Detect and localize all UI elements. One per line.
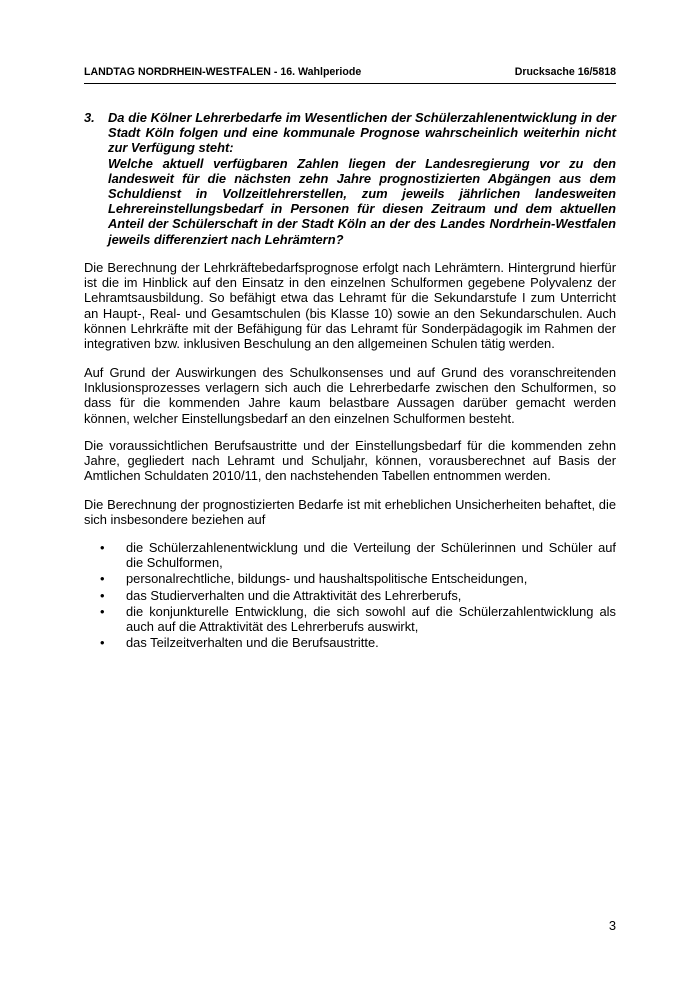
bullet-icon: • — [100, 587, 105, 603]
answer-paragraph-3: Die voraussichtlichen Berufsaustritte und der Einstellungsbedarf für die kommenden zehn Jahre, gegliedert nach Lehramt und Schuljahr, können, vorausberechnet auf Basis der Amtlichen Schuldaten 2010/11, den nachstehenden Tabellen entnommen werden. — [84, 438, 616, 484]
list-item — [100, 604, 616, 634]
question-block — [84, 110, 616, 247]
header-rule — [84, 83, 616, 84]
list-item — [100, 540, 616, 570]
list-item-text: personalrechtliche, bildungs- und haushaltspolitische Entscheidungen, — [126, 571, 528, 587]
page-number: 3 — [608, 918, 616, 933]
list-item — [100, 635, 616, 650]
list-item-text: das Studierverhalten und die Attraktivität des Lehrerberufs, — [126, 587, 462, 603]
question-number: 3. — [84, 110, 95, 125]
page-header — [84, 66, 616, 78]
list-item-text: die konjunkturelle Entwicklung, die sich sowohl auf die Schülerzahlentwicklung als auch auf die Attraktivität des Lehrerberufs auswirkt, — [126, 603, 616, 635]
question-text: Welche aktuell verfügbaren Zahlen liegen der Landesregierung vor zu den landesweit für die nächsten zehn Jahre prognostizierten Abgängen aus dem Schuldienst in Vollzeitlehrerstellen, zum jeweils jährlichen landesweiten Lehrereinstellungsbedarf in Personen für diesen Zeitraum und dem aktuellen Anteil der Schülerschaft in der Stadt Köln an der des Landes Nordrhein-Westfalen jeweils differenziert nach Lehrämtern? — [108, 155, 616, 247]
bullet-icon: • — [100, 571, 105, 587]
answer-paragraph-4: Die Berechnung der prognostizierten Bedarfe ist mit erheblichen Unsicherheiten behaftet, die sich insbesondere beziehen auf — [84, 497, 616, 528]
bullet-icon: • — [100, 603, 105, 619]
list-item — [100, 588, 616, 603]
header-parliament-title: LANDTAG NORDRHEIN-WESTFALEN - 16. Wahlperiode — [84, 66, 362, 78]
bullet-icon: • — [100, 540, 105, 555]
list-item-text: das Teilzeitverhalten und die Berufsaustritte. — [126, 635, 379, 651]
list-item — [100, 571, 616, 586]
question-premise: Da die Kölner Lehrerbedarfe im Wesentlichen der Schülerzahlenentwicklung in der Stadt Köln folgen und eine kommunale Prognose wahrscheinlich weiterhin nicht zur Verfügung steht: — [108, 110, 616, 156]
question-body — [108, 110, 616, 247]
answer-paragraph-2: Auf Grund der Auswirkungen des Schulkonsenses und auf Grund des voranschreitenden Inklusionsprozesses verlagern sich auch die Lehrerbedarfe zwischen den Schulformen, so dass für die kommenden Jahre kaum belastbare Aussagen darüber gemacht werden können, welcher Einstellungsbedarf an den einzelnen Schulformen besteht. — [84, 365, 616, 426]
answer-paragraph-1: Die Berechnung der Lehrkräftebedarfsprognose erfolgt nach Lehrämtern. Hintergrund hierfür ist die im Hinblick auf den Einsatz in den einzelnen Schulformen gegebene Polyvalenz der Lehramtsausbildung. So befähigt etwa das Lehramt für die Sekundarstufe I zum Unterricht an Haupt-, Real- und Gesamtschulen (bis Klasse 10) sowie an den Sekundarschulen. Auch können Lehrkräfte mit der Befähigung für das Lehramt für Sonderpädagogik im Rahmen der integrativen bzw. inklusiven Beschulung an den allgemeinen Schulen tätig werden. — [84, 260, 616, 352]
bullet-icon: • — [100, 635, 105, 651]
list-item-text: die Schülerzahlenentwicklung und die Verteilung der Schülerinnen und Schüler auf die Schulformen, — [126, 540, 616, 571]
uncertainty-list — [100, 540, 616, 651]
header-document-number: Drucksache 16/5818 — [514, 66, 616, 78]
